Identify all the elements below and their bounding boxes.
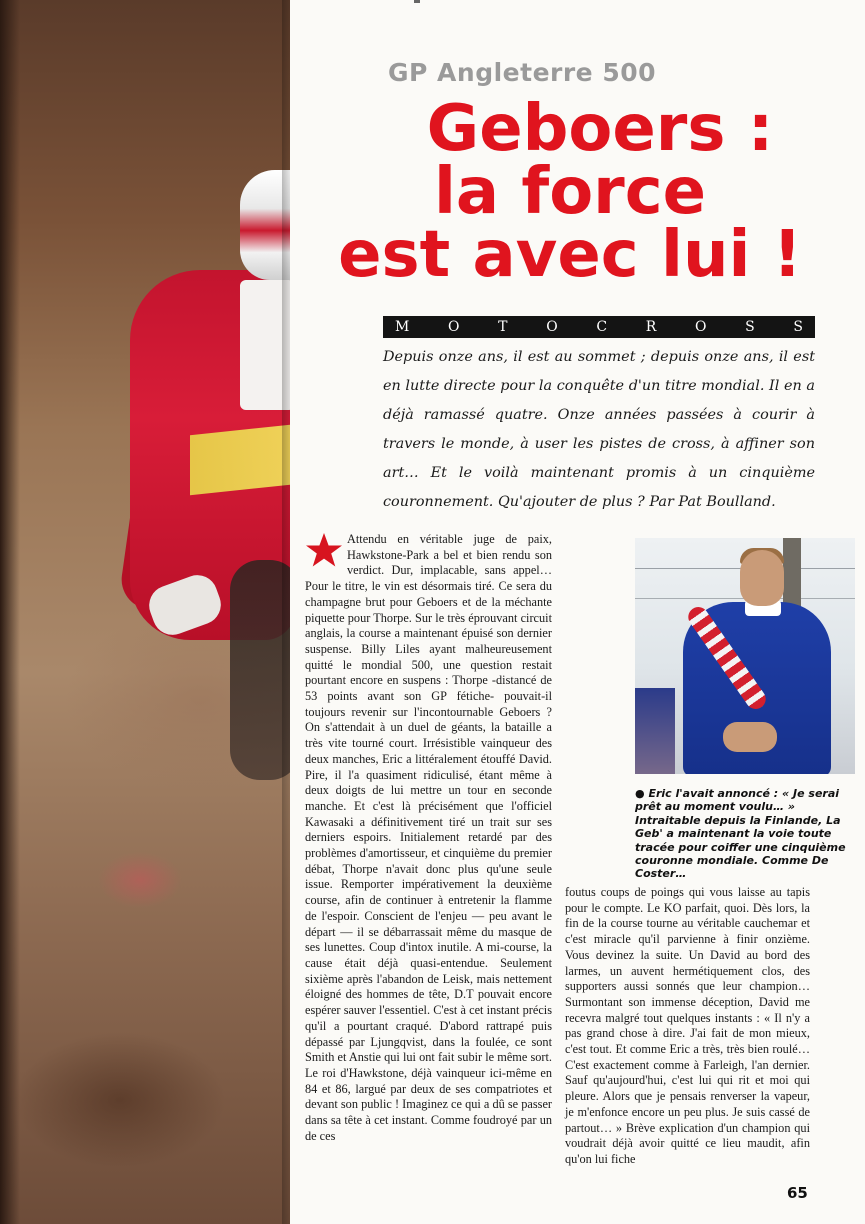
rubric-letter: O [694, 319, 707, 335]
headline-line-1: Geboers : [426, 92, 774, 166]
rubric-letter: O [448, 319, 460, 335]
photo-caption [635, 787, 860, 881]
rubric-letter: R [645, 319, 657, 335]
champion-face [740, 550, 784, 606]
body-column-1 [305, 532, 552, 1144]
rubric-letter: S [793, 319, 803, 335]
rubric-letter: S [745, 319, 755, 335]
headline [300, 92, 840, 292]
page-number: 65 [787, 1184, 808, 1202]
rubric-letter: O [546, 319, 558, 335]
standfirst: Depuis onze ans, il est au sommet ; depuis onze ans, il est en lutte directe pour la conquête d'un titre mondial. Il en a déjà ramassé quatre. Onze années passées à courir à travers le monde, à user les pistes de cross, à affiner son art… Et le voilà maintenant promis à un cinquième couronnement. Qu'ajouter de plus ? Par Pat Boulland. [383, 349, 815, 510]
champion-photo [635, 538, 855, 774]
jersey-sponsor-band [190, 425, 290, 496]
rubric-letter: T [498, 319, 508, 335]
champion-hands [723, 722, 777, 752]
caption-text: Eric l'avait annoncé : « Je serai prêt au moment voulu… » Intraitable depuis la Finlande, La Geb' a maintenant la voie toute tracée pour coiffer une cinquième couronne mondiale. Comme De Coster… [635, 787, 846, 881]
headline-line-2: la force [433, 155, 707, 229]
body-column-2: foutus coups de poings qui vous laisse au tapis pour le compte. Le KO parfait, quoi. Dès lors, la fin de la course tourne au véritable cauchemar et c'est miracle qu'il parvienne à finir onzième. Vous devinez la suite. Un David au bord des larmes, un auvent hermétiquement clos, des supporters aussi sonnés que leur champion… Surmontant son immense déception, David me recevra malgré tout quelques instants : « Il n'y a pas grand chose à dire. J'ai fait de mon mieux, c'est tout. Et comme Eric a très, très bien roulé… C'est exactement comme à Farleigh, l'an dernier. Sauf qu'aujourd'hui, c'est lui qui rit et moi qui pleure. Alors que je pensais renverser la vapeur, je m'enfonce encore un peu plus. Je suis cassé de partout… » Brève explication d'un champion qui voudrait déjà avoir quitté ce lieu maudit, afin qu'on lui fiche [565, 885, 810, 1166]
body-text-1: Attendu en véritable juge de paix, Hawkstone-Park a bel et bien rendu son verdict. Dur, implacable, sans appel… Pour le titre, le vin est désormais tiré. Ce sera du champagne brut pour Geboers et de la méchante piquette pour Thorpe. Sur le très éprouvant circuit anglais, la course a maintenant épuisé son dernier suspense. Billy Liles ayant malheureusement quitté le mondial 500, une question restait pourtant encore en suspens : Thorpe -distancé de 53 points avant son GP fétiche- pouvait-il toujours revenir sur l'incontournable Geboers ? On s'attendait à un duel de géants, la bataille a très vite tourné court. Irrésistible vainqueur des deux manches, Eric a littéralement étouffé David. Pire, il l'a quasiment ridiculisé, étant même à deux doigts de lui mettre un tour en seconde manche. Et c'est là précisément que l'officiel Kawasaki a définitivement tiré un trait sur ses derniers espoirs. Initialement retardé par des problèmes d'amortisseur, et cinquième du premier débat, Thorpe n'avait donc plus qu'une seule issue. Remporter impérativement la deuxième course, afin de continuer à entretenir la flamme de l'espoir. Conscient de l'enjeu — peu avant le départ — il se débarrassait même du masque de ses lunettes. Coup d'intox inutile. A mi-course, la cause était déjà quasi-entendue. Seulement sixième après l'abandon de Leisk, mais nettement éloigné des hommes de tête, D.T pouvait encore espérer sauver l'essentiel. C'est à cet instant précis qu'il a pourtant craqué. D'abord rattrapé puis dépassé par Ljungqvist, dans la foulée, ce sont Smith et Anstie qui lui ont fait subir le même sort. Le roi d'Hawkstone, déjà vainqueur ici-même en 84 et 86, largué par deux de ses compatriotes et devant son public ! Imaginez ce qui a dû se passer dans sa tête à cet instant. Comme foudroyé par un de ces [305, 532, 552, 1143]
rubric-bar [383, 316, 815, 338]
kicker: GP Angleterre 500 [388, 58, 657, 87]
red-star-icon [305, 532, 343, 568]
caption-bullet: ● [635, 787, 645, 800]
rider-photo [0, 0, 290, 1224]
motorcycle-wheel [230, 560, 290, 780]
photo-edge [282, 0, 290, 1224]
rubric-letter: C [596, 319, 608, 335]
crowd [635, 688, 675, 774]
page-gutter-shadow [0, 0, 20, 1224]
headline-line-3: est avec lui ! [338, 218, 802, 292]
print-mark [414, 0, 420, 3]
rubric-letter: M [395, 319, 410, 335]
